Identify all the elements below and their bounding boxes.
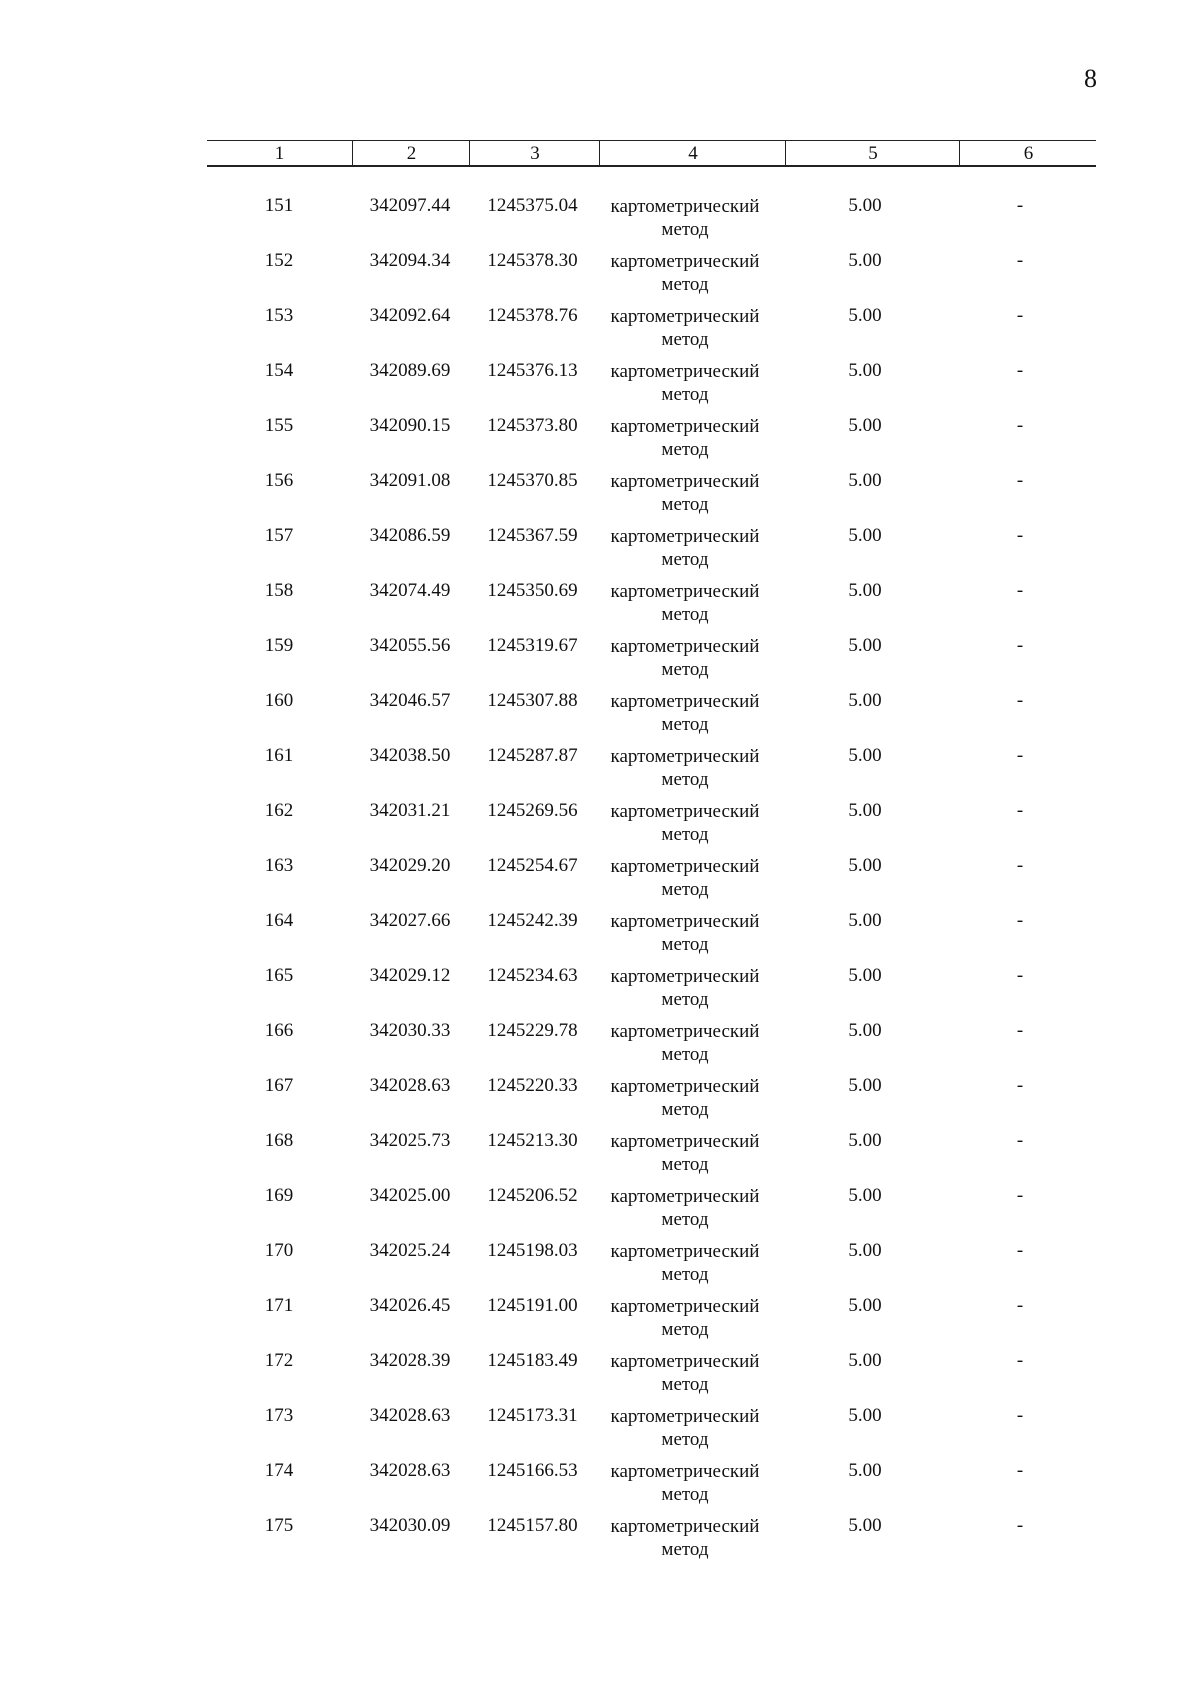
coordinate-y: 1245198.03 xyxy=(487,1240,578,1261)
table-row xyxy=(0,1124,1200,1179)
method-line-1: картометрический xyxy=(610,361,760,382)
method-cell xyxy=(590,525,780,571)
note-value: - xyxy=(1016,470,1024,491)
accuracy-value: 5.00 xyxy=(848,1515,882,1536)
note-value: - xyxy=(1016,305,1024,326)
note-value: - xyxy=(1016,1405,1024,1426)
accuracy-value: 5.00 xyxy=(848,195,882,216)
method-line-2: метод xyxy=(661,439,709,460)
note-value: - xyxy=(1016,690,1024,711)
point-number: 162 xyxy=(264,800,294,821)
note-value: - xyxy=(1016,250,1024,271)
accuracy-value: 5.00 xyxy=(848,635,882,656)
table-row xyxy=(0,1344,1200,1399)
method-cell xyxy=(590,965,780,1011)
note-value: - xyxy=(1016,1075,1024,1096)
method-line-2: метод xyxy=(661,1044,709,1065)
note-value: - xyxy=(1016,635,1024,656)
coordinate-y: 1245157.80 xyxy=(487,1515,578,1536)
coordinate-x: 342086.59 xyxy=(369,525,451,546)
coordinate-y: 1245242.39 xyxy=(487,910,578,931)
coordinate-y: 1245269.56 xyxy=(487,800,578,821)
method-line-2: метод xyxy=(661,1209,709,1230)
method-cell xyxy=(590,1460,780,1506)
point-number: 172 xyxy=(264,1350,294,1371)
point-number: 175 xyxy=(264,1515,294,1536)
method-line-1: картометрический xyxy=(610,1296,760,1317)
accuracy-value: 5.00 xyxy=(848,1075,882,1096)
accuracy-value: 5.00 xyxy=(848,470,882,491)
method-line-1: картометрический xyxy=(610,1186,760,1207)
method-cell xyxy=(590,580,780,626)
point-number: 155 xyxy=(264,415,294,436)
method-line-2: метод xyxy=(661,1319,709,1340)
method-cell xyxy=(590,1185,780,1231)
note-value: - xyxy=(1016,1130,1024,1151)
method-line-1: картометрический xyxy=(610,746,760,767)
method-cell xyxy=(590,1350,780,1396)
note-value: - xyxy=(1016,1185,1024,1206)
method-line-2: метод xyxy=(661,1264,709,1285)
point-number: 170 xyxy=(264,1240,294,1261)
accuracy-value: 5.00 xyxy=(848,1020,882,1041)
method-line-2: метод xyxy=(661,934,709,955)
table-row xyxy=(0,574,1200,629)
header-cell-2: 2 xyxy=(352,141,470,165)
table-row xyxy=(0,299,1200,354)
method-line-2: метод xyxy=(661,494,709,515)
method-cell xyxy=(590,635,780,681)
method-line-1: картометрический xyxy=(610,1241,760,1262)
method-cell xyxy=(590,855,780,901)
point-number: 167 xyxy=(264,1075,294,1096)
coordinate-y: 1245220.33 xyxy=(487,1075,578,1096)
method-line-1: картометрический xyxy=(610,416,760,437)
note-value: - xyxy=(1016,525,1024,546)
table-row xyxy=(0,189,1200,244)
coordinate-x: 342029.12 xyxy=(369,965,451,986)
note-value: - xyxy=(1016,415,1024,436)
note-value: - xyxy=(1016,360,1024,381)
point-number: 171 xyxy=(264,1295,294,1316)
method-line-2: метод xyxy=(661,329,709,350)
coordinate-x: 342089.69 xyxy=(369,360,451,381)
point-number: 160 xyxy=(264,690,294,711)
point-number: 153 xyxy=(264,305,294,326)
accuracy-value: 5.00 xyxy=(848,360,882,381)
method-line-2: метод xyxy=(661,714,709,735)
note-value: - xyxy=(1016,1295,1024,1316)
note-value: - xyxy=(1016,965,1024,986)
coordinate-x: 342031.21 xyxy=(369,800,451,821)
point-number: 163 xyxy=(264,855,294,876)
point-number: 174 xyxy=(264,1460,294,1481)
coordinate-y: 1245378.76 xyxy=(487,305,578,326)
coordinate-x: 342030.09 xyxy=(369,1515,451,1536)
table-row xyxy=(0,354,1200,409)
table-row xyxy=(0,684,1200,739)
point-number: 159 xyxy=(264,635,294,656)
accuracy-value: 5.00 xyxy=(848,690,882,711)
header-cell-4: 4 xyxy=(599,141,786,165)
method-line-2: метод xyxy=(661,1484,709,1505)
coordinate-x: 342028.63 xyxy=(369,1405,451,1426)
accuracy-value: 5.00 xyxy=(848,250,882,271)
accuracy-value: 5.00 xyxy=(848,305,882,326)
accuracy-value: 5.00 xyxy=(848,1350,882,1371)
note-value: - xyxy=(1016,1515,1024,1536)
table-row xyxy=(0,849,1200,904)
method-cell xyxy=(590,360,780,406)
table-row xyxy=(0,1234,1200,1289)
method-line-2: метод xyxy=(661,879,709,900)
coordinate-y: 1245376.13 xyxy=(487,360,578,381)
coordinate-y: 1245183.49 xyxy=(487,1350,578,1371)
table-row xyxy=(0,794,1200,849)
method-line-2: метод xyxy=(661,1374,709,1395)
note-value: - xyxy=(1016,1460,1024,1481)
method-line-1: картометрический xyxy=(610,966,760,987)
method-line-2: метод xyxy=(661,274,709,295)
method-line-2: метод xyxy=(661,384,709,405)
accuracy-value: 5.00 xyxy=(848,965,882,986)
coordinate-y: 1245191.00 xyxy=(487,1295,578,1316)
coordinate-x: 342091.08 xyxy=(369,470,451,491)
point-number: 156 xyxy=(264,470,294,491)
coordinate-y: 1245173.31 xyxy=(487,1405,578,1426)
method-line-2: метод xyxy=(661,769,709,790)
accuracy-value: 5.00 xyxy=(848,415,882,436)
coordinate-x: 342025.24 xyxy=(369,1240,451,1261)
accuracy-value: 5.00 xyxy=(848,745,882,766)
method-line-1: картометрический xyxy=(610,581,760,602)
table-row xyxy=(0,1509,1200,1564)
point-number: 151 xyxy=(264,195,294,216)
method-line-2: метод xyxy=(661,1154,709,1175)
coordinate-y: 1245166.53 xyxy=(487,1460,578,1481)
point-number: 161 xyxy=(264,745,294,766)
table-header xyxy=(207,140,1096,167)
coordinate-y: 1245350.69 xyxy=(487,580,578,601)
note-value: - xyxy=(1016,195,1024,216)
coordinate-y: 1245213.30 xyxy=(487,1130,578,1151)
coordinate-x: 342025.00 xyxy=(369,1185,451,1206)
method-cell xyxy=(590,250,780,296)
accuracy-value: 5.00 xyxy=(848,1130,882,1151)
coordinate-y: 1245319.67 xyxy=(487,635,578,656)
coordinate-y: 1245206.52 xyxy=(487,1185,578,1206)
point-number: 165 xyxy=(264,965,294,986)
method-line-1: картометрический xyxy=(610,636,760,657)
table-row xyxy=(0,629,1200,684)
method-line-2: метод xyxy=(661,659,709,680)
coordinate-x: 342028.39 xyxy=(369,1350,451,1371)
note-value: - xyxy=(1016,1020,1024,1041)
method-line-1: картометрический xyxy=(610,306,760,327)
method-line-1: картометрический xyxy=(610,1021,760,1042)
method-cell xyxy=(590,1515,780,1561)
table-row xyxy=(0,904,1200,959)
method-line-1: картометрический xyxy=(610,1351,760,1372)
method-line-1: картометрический xyxy=(610,856,760,877)
method-line-1: картометрический xyxy=(610,251,760,272)
coordinate-x: 342030.33 xyxy=(369,1020,451,1041)
point-number: 164 xyxy=(264,910,294,931)
note-value: - xyxy=(1016,1240,1024,1261)
point-number: 158 xyxy=(264,580,294,601)
method-line-1: картометрический xyxy=(610,471,760,492)
table-row xyxy=(0,1454,1200,1509)
method-cell xyxy=(590,910,780,956)
note-value: - xyxy=(1016,910,1024,931)
point-number: 169 xyxy=(264,1185,294,1206)
coordinate-x: 342092.64 xyxy=(369,305,451,326)
point-number: 166 xyxy=(264,1020,294,1041)
table-row xyxy=(0,1179,1200,1234)
method-line-2: метод xyxy=(661,1429,709,1450)
method-line-2: метод xyxy=(661,1539,709,1560)
table-row xyxy=(0,959,1200,1014)
accuracy-value: 5.00 xyxy=(848,1185,882,1206)
coordinate-y: 1245375.04 xyxy=(487,195,578,216)
coordinate-y: 1245307.88 xyxy=(487,690,578,711)
method-line-1: картометрический xyxy=(610,911,760,932)
page-number: 8 xyxy=(1084,64,1097,93)
header-cell-1: 1 xyxy=(274,143,285,164)
accuracy-value: 5.00 xyxy=(848,910,882,931)
coordinate-y: 1245234.63 xyxy=(487,965,578,986)
note-value: - xyxy=(1016,800,1024,821)
table-row xyxy=(0,1069,1200,1124)
point-number: 152 xyxy=(264,250,294,271)
note-value: - xyxy=(1016,1350,1024,1371)
coordinate-x: 342074.49 xyxy=(369,580,451,601)
point-number: 157 xyxy=(264,525,294,546)
coordinate-x: 342097.44 xyxy=(369,195,451,216)
method-cell xyxy=(590,1240,780,1286)
table-row xyxy=(0,409,1200,464)
accuracy-value: 5.00 xyxy=(848,800,882,821)
header-cell-5: 5 xyxy=(785,141,960,165)
method-line-2: метод xyxy=(661,549,709,570)
method-line-1: картометрический xyxy=(610,801,760,822)
coordinate-x: 342029.20 xyxy=(369,855,451,876)
method-cell xyxy=(590,470,780,516)
coordinate-x: 342090.15 xyxy=(369,415,451,436)
coordinate-y: 1245367.59 xyxy=(487,525,578,546)
method-line-1: картометрический xyxy=(610,1076,760,1097)
coordinate-x: 342028.63 xyxy=(369,1460,451,1481)
coordinate-y: 1245373.80 xyxy=(487,415,578,436)
table-row xyxy=(0,519,1200,574)
method-line-2: метод xyxy=(661,604,709,625)
coordinate-x: 342046.57 xyxy=(369,690,451,711)
table-row xyxy=(0,464,1200,519)
coordinate-x: 342055.56 xyxy=(369,635,451,656)
accuracy-value: 5.00 xyxy=(848,1295,882,1316)
note-value: - xyxy=(1016,855,1024,876)
method-line-1: картометрический xyxy=(610,691,760,712)
point-number: 154 xyxy=(264,360,294,381)
table-row xyxy=(0,1399,1200,1454)
method-cell xyxy=(590,1405,780,1451)
method-cell xyxy=(590,1130,780,1176)
method-cell xyxy=(590,1295,780,1341)
method-cell xyxy=(590,745,780,791)
table-row xyxy=(0,1014,1200,1069)
method-line-1: картометрический xyxy=(610,1131,760,1152)
note-value: - xyxy=(1016,745,1024,766)
method-cell xyxy=(590,305,780,351)
coordinate-x: 342027.66 xyxy=(369,910,451,931)
method-line-1: картометрический xyxy=(610,1461,760,1482)
method-line-1: картометрический xyxy=(610,526,760,547)
table-row xyxy=(0,244,1200,299)
coordinate-x: 342025.73 xyxy=(369,1130,451,1151)
coordinate-y: 1245378.30 xyxy=(487,250,578,271)
method-line-1: картометрический xyxy=(610,196,760,217)
accuracy-value: 5.00 xyxy=(848,1460,882,1481)
header-cell-6: 6 xyxy=(959,141,1097,165)
coordinate-x: 342038.50 xyxy=(369,745,451,766)
method-line-2: метод xyxy=(661,989,709,1010)
method-cell xyxy=(590,415,780,461)
method-cell xyxy=(590,800,780,846)
accuracy-value: 5.00 xyxy=(848,580,882,601)
coordinate-y: 1245229.78 xyxy=(487,1020,578,1041)
accuracy-value: 5.00 xyxy=(848,1240,882,1261)
note-value: - xyxy=(1016,580,1024,601)
coordinate-y: 1245254.67 xyxy=(487,855,578,876)
accuracy-value: 5.00 xyxy=(848,855,882,876)
point-number: 173 xyxy=(264,1405,294,1426)
coordinate-x: 342094.34 xyxy=(369,250,451,271)
method-cell xyxy=(590,1075,780,1121)
method-cell xyxy=(590,1020,780,1066)
accuracy-value: 5.00 xyxy=(848,1405,882,1426)
point-number: 168 xyxy=(264,1130,294,1151)
coordinate-x: 342028.63 xyxy=(369,1075,451,1096)
method-line-2: метод xyxy=(661,1099,709,1120)
method-line-2: метод xyxy=(661,219,709,240)
table-row xyxy=(0,739,1200,794)
header-cell-3: 3 xyxy=(469,141,600,165)
method-cell xyxy=(590,690,780,736)
accuracy-value: 5.00 xyxy=(848,525,882,546)
coordinate-y: 1245287.87 xyxy=(487,745,578,766)
method-line-1: картометрический xyxy=(610,1516,760,1537)
coordinate-x: 342026.45 xyxy=(369,1295,451,1316)
method-line-2: метод xyxy=(661,824,709,845)
method-line-1: картометрический xyxy=(610,1406,760,1427)
table-row xyxy=(0,1289,1200,1344)
method-cell xyxy=(590,195,780,241)
coordinate-y: 1245370.85 xyxy=(487,470,578,491)
